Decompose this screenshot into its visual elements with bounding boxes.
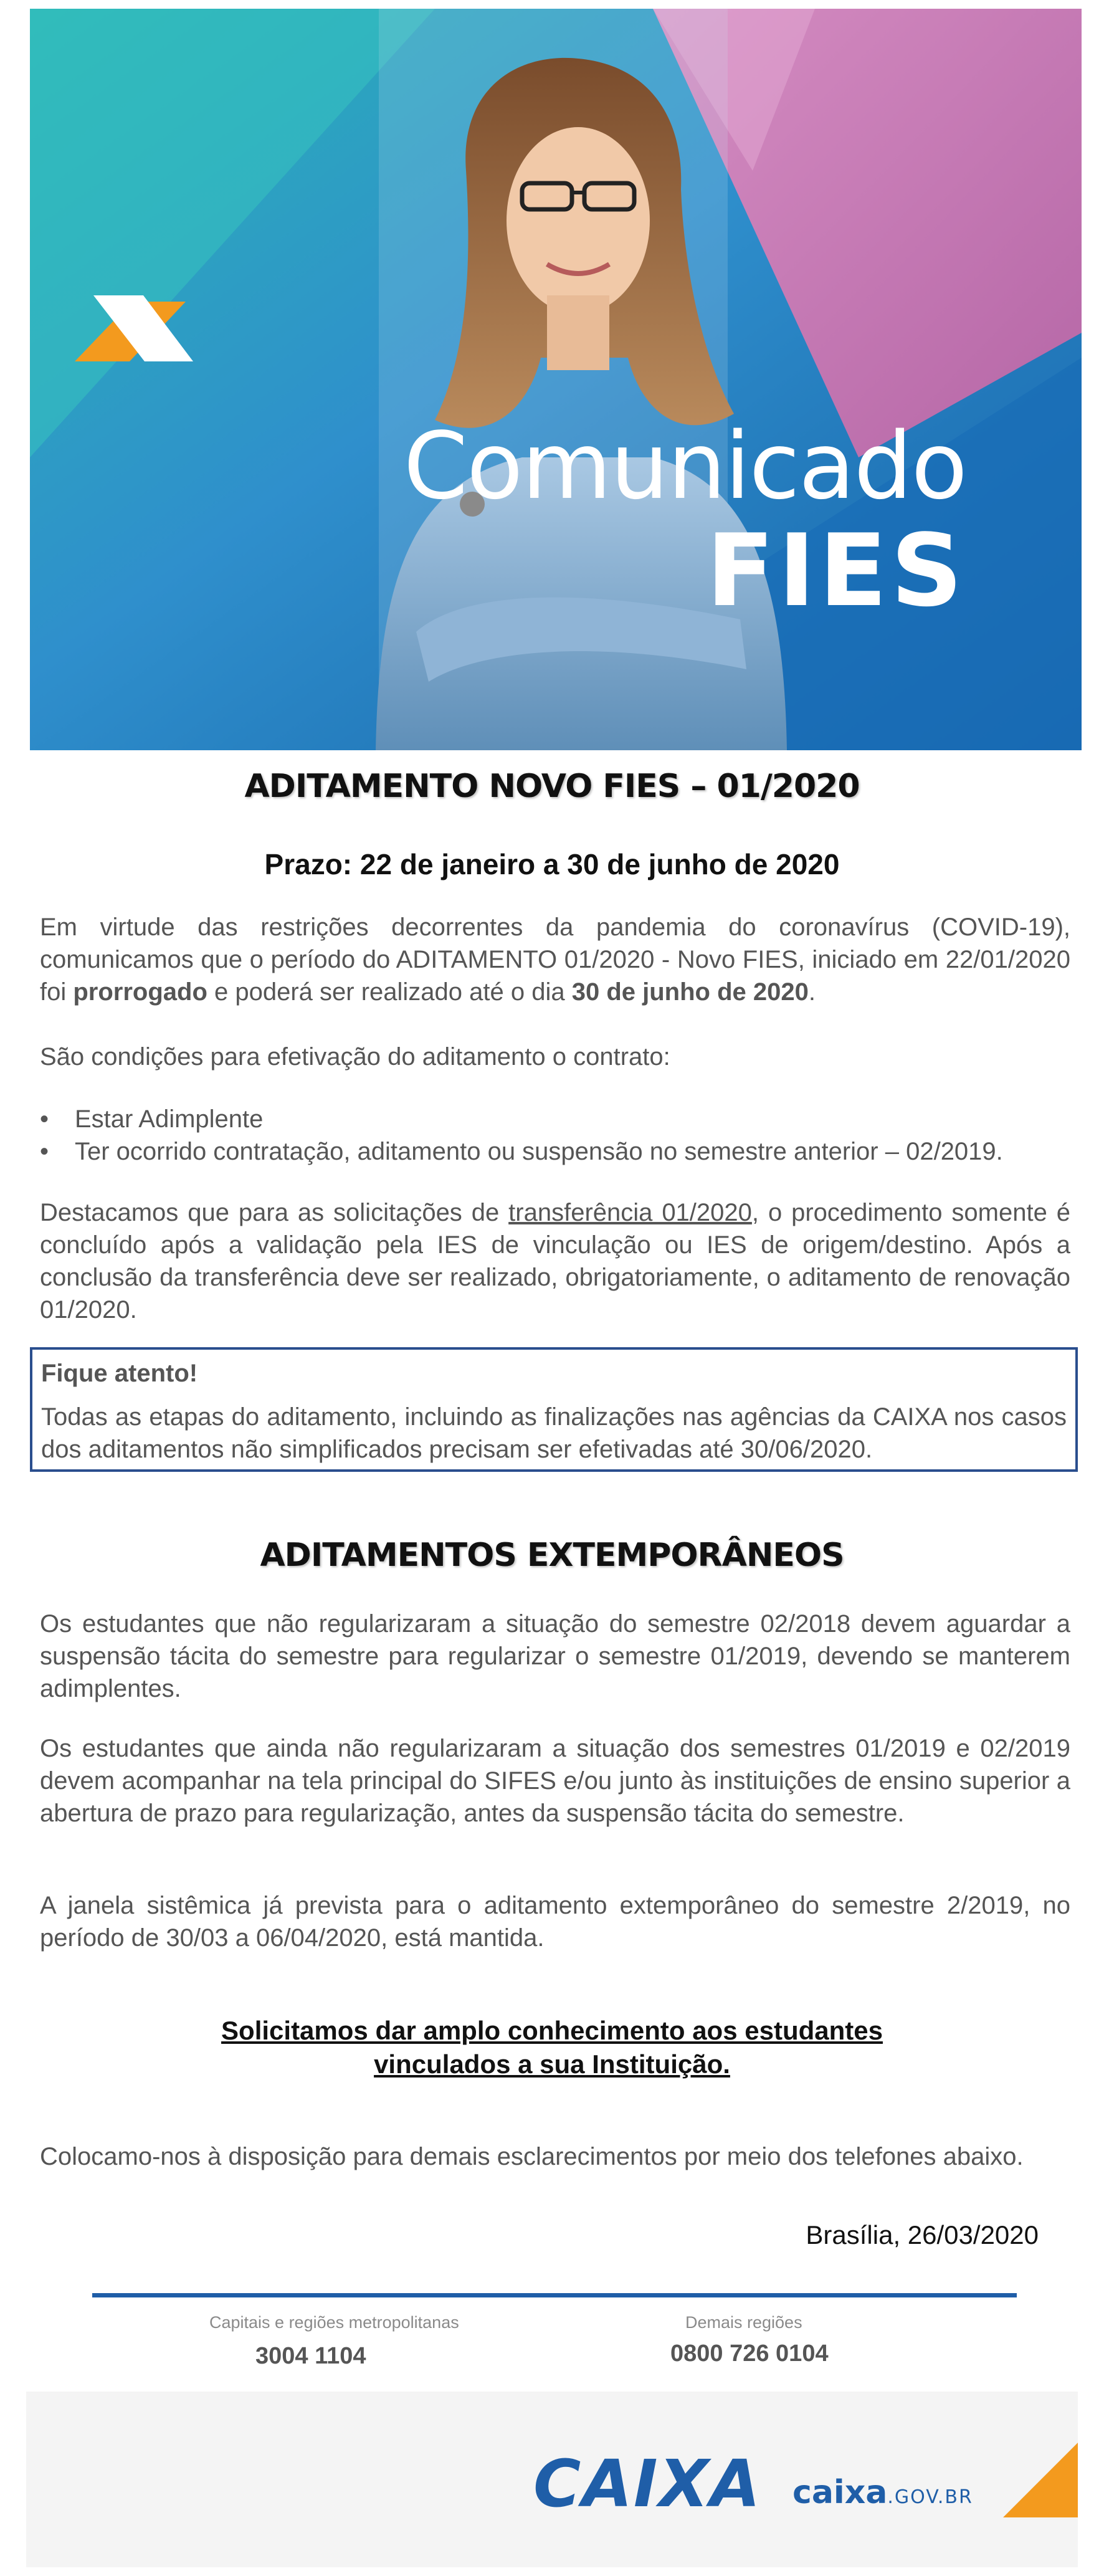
extemporaneous-paragraph-3: A janela sistêmica já prevista para o aditamento extemporâneo do semestre 2/2019, no período de 30/03 a 06/04/2020, está mantida. [40, 1892, 1070, 1952]
hero-subtitle: FIES [706, 512, 966, 629]
extemporaneous-paragraph-1: Os estudantes que não regularizaram a situação do semestre 02/2018 devem aguardar a suspensão tácita do semestre para regularizar o semestre 01/2019, devendo se manterem adimplentes. [40, 1610, 1070, 1702]
conditions-intro: São condições para efetivação do aditamento o contrato: [40, 1043, 670, 1071]
conditions-list [40, 1103, 1070, 1168]
request-notice [0, 2014, 1104, 2081]
intro-bold-1: prorrogado [73, 978, 207, 1006]
deadline-heading: Prazo: 22 de janeiro a 30 de junho de 2020 [264, 848, 840, 880]
footer-band [26, 2392, 1078, 2567]
footer-divider [92, 2293, 1017, 2297]
closing-paragraph: Colocamo-nos à disposição para demais esclarecimentos por meio dos telefones abaixo. [40, 2143, 1024, 2170]
intro-text-3: . [808, 978, 816, 1006]
caixa-url-link[interactable] [792, 2476, 973, 2509]
main-heading: ADITAMENTO NOVO FIES – 01/2020 [244, 768, 860, 805]
intro-text-1: Em virtude das restrições decorrentes da pandemia do coronavírus (COVID-19), comunicamos que o período do ADITAMENTO 01/2020 - Novo FIES, iniciado em 22/01/2020 foi [40, 914, 1070, 1006]
transfer-text-2: , o procedimento somente é concluído após a validação pela IES de vinculação ou IES de origem/destino. Após a conclusão da transferência deve ser realizado, obrigatoriamente, o aditamento de renovação 01/2020. [40, 1199, 1070, 1324]
attention-title: Fique atento! [41, 1360, 198, 1387]
region2-label: Demais regiões [685, 2313, 802, 2332]
list-item: • Estar Adimplente [40, 1103, 1070, 1135]
intro-bold-2: 30 de junho de 2020 [571, 978, 809, 1006]
intro-text-2: e poderá ser realizado até o dia [207, 978, 572, 1006]
orange-corner-icon [1003, 2443, 1078, 2517]
signature-date: Brasília, 26/03/2020 [806, 2220, 1039, 2249]
transfer-paragraph [40, 1196, 1070, 1326]
attention-body: Todas as etapas do aditamento, incluindo as finalizações nas agências da CAIXA nos casos dos aditamentos não simplificados precisam ser efetivadas até 30/06/2020. [41, 1403, 1067, 1463]
caixa-url-main: caixa [792, 2474, 888, 2511]
transfer-underlined: transferência 01/2020 [508, 1199, 752, 1226]
region1-label: Capitais e regiões metropolitanas [209, 2313, 459, 2332]
request-line-1: Solicitamos dar amplo conhecimento aos estudantes [221, 2016, 883, 2045]
caixa-url-suffix: .GOV.BR [887, 2486, 973, 2508]
region2-phone[interactable]: 0800 726 0104 [670, 2340, 829, 2367]
list-item: • Ter ocorrido contratação, aditamento ou suspensão no semestre anterior – 02/2019. [40, 1135, 1070, 1168]
hero-banner [30, 9, 1082, 750]
intro-paragraph [40, 911, 1070, 1008]
hero-background [30, 9, 1082, 750]
extemporaneous-heading: ADITAMENTOS EXTEMPORÂNEOS [260, 1537, 844, 1574]
attention-box [30, 1347, 1078, 1472]
extemporaneous-paragraph-2: Os estudantes que ainda não regularizaram a situação dos semestres 01/2019 e 02/2019 devem acompanhar na tela principal do SIFES e/ou junto às instituições de ensino superior a abertura de prazo para regularização, antes da suspensão tácita do semestre. [40, 1735, 1070, 1827]
request-line-2: vinculados a sua Instituição. [374, 2049, 730, 2079]
region1-phone[interactable]: 3004 1104 [255, 2343, 366, 2369]
caixa-logo: CAIXA [533, 2446, 762, 2522]
hero-title: Comunicado [403, 413, 966, 520]
transfer-text-1: Destacamos que para as solicitações de [40, 1199, 509, 1226]
